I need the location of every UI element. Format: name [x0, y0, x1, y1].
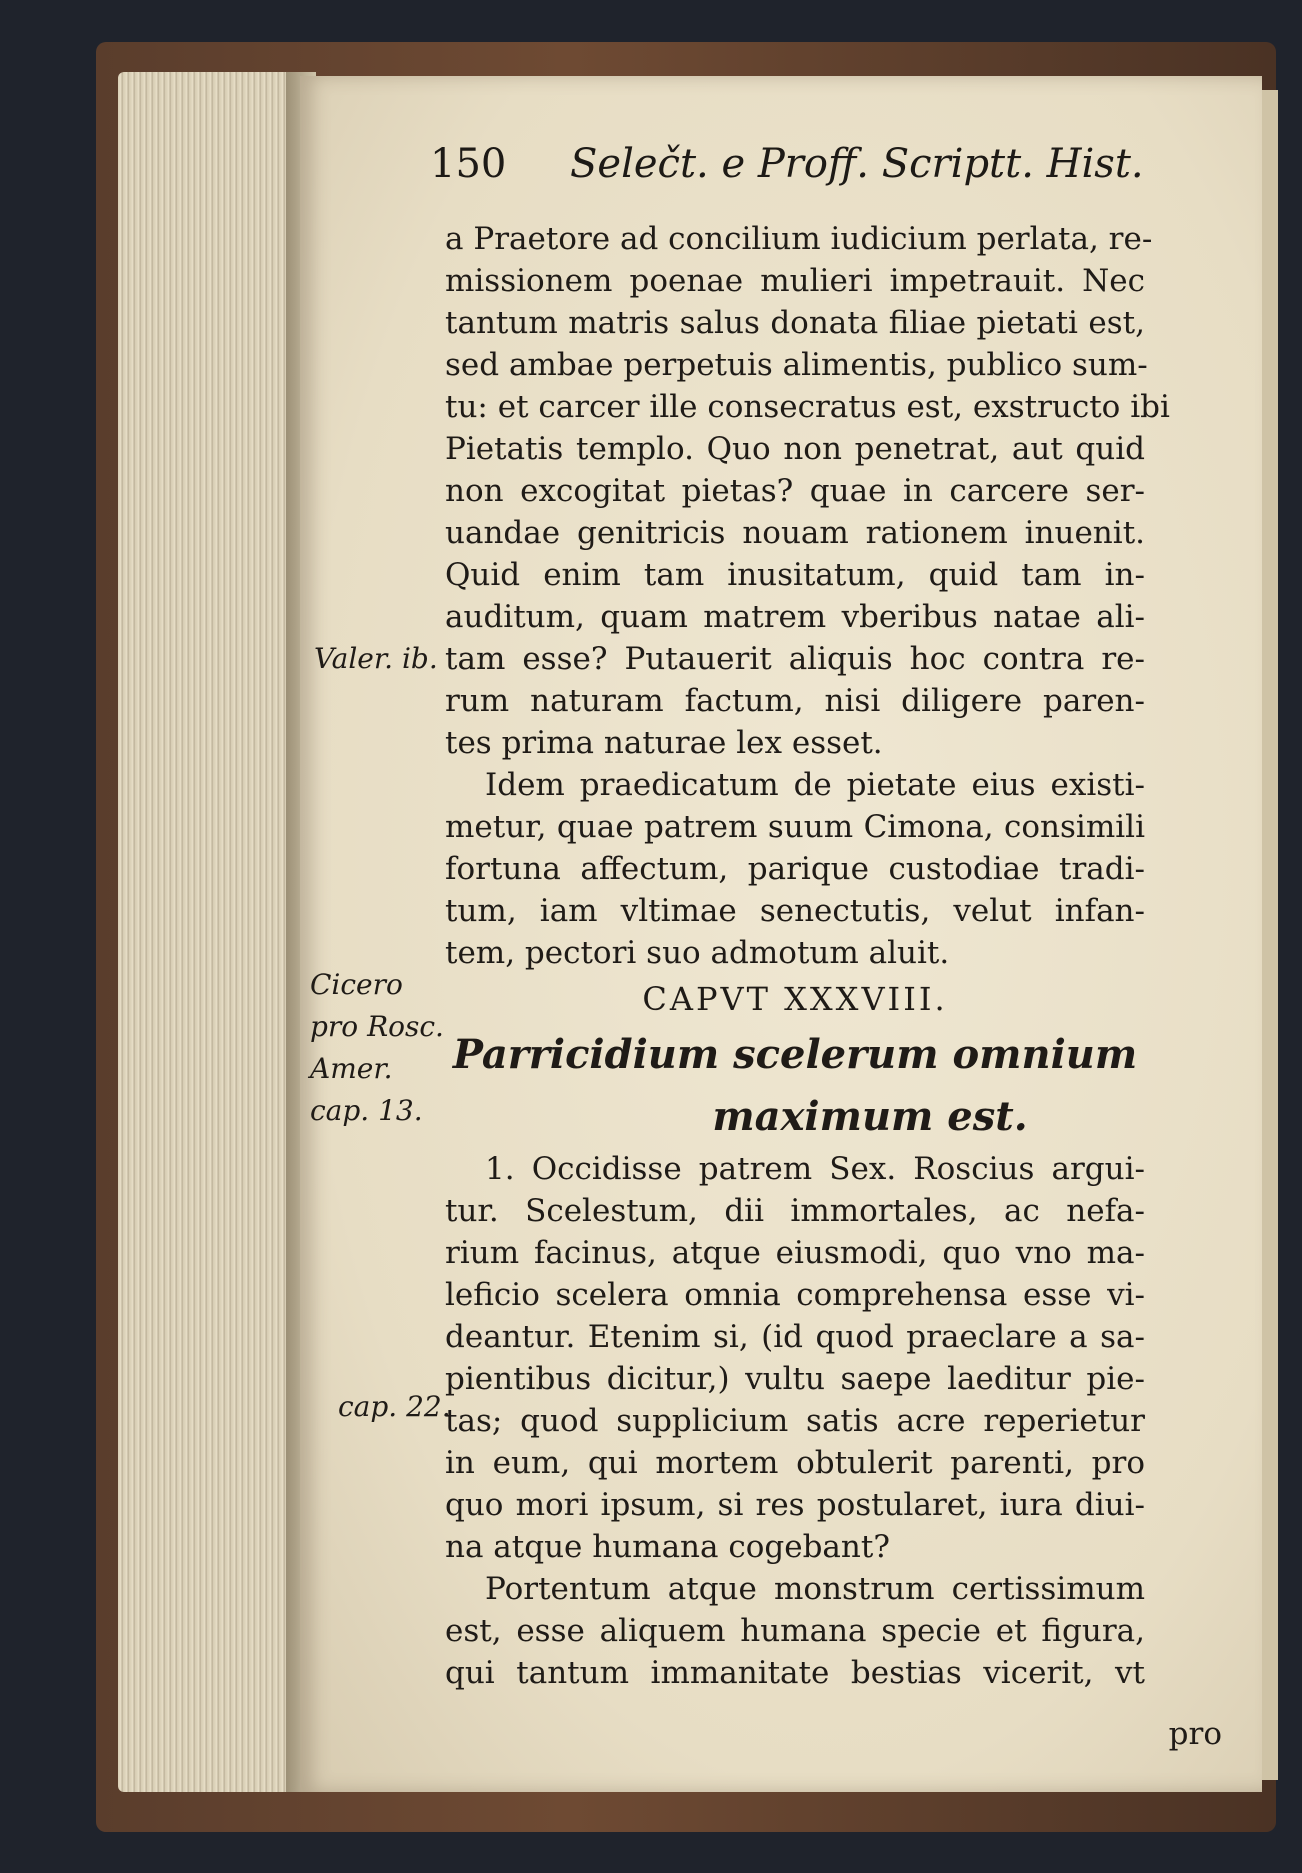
- text-line: pientibus dicitur,) vultu saepe laeditur pie-: [445, 1361, 1145, 1397]
- text-line: quo mori ipsum, si res postularet, iura diui-: [445, 1487, 1145, 1523]
- chapter-title-line-1: Parricidium scelerum omnium: [452, 1031, 1138, 1078]
- margin-note-cicero: [310, 964, 444, 1132]
- paragraph-2: [445, 764, 1145, 974]
- text-line: tu: et carcer ille consecratus est, exstructo ibi: [445, 389, 1170, 425]
- text-line: rum naturam factum, nisi diligere paren-: [445, 683, 1145, 719]
- page-header: [430, 141, 1222, 201]
- margin-line: Cicero: [310, 968, 403, 1001]
- chapter-title-line-2: maximum est.: [712, 1093, 1028, 1140]
- text-line: tum, iam vltimae senectutis, velut infan-: [445, 893, 1145, 929]
- facing-page-edge: [1262, 90, 1278, 1780]
- text-line: sed ambae perpetuis alimentis, publico sum-: [445, 347, 1148, 383]
- running-title: Selečt. e Proff. Scriptt. Hist.: [570, 141, 1144, 187]
- page-number: 150: [430, 141, 507, 187]
- text-line: tem, pectori suo admotum aluit.: [445, 935, 950, 971]
- catchword: pro: [1168, 1716, 1222, 1752]
- text-line: tur. Scelestum, dii immortales, ac nefa-: [445, 1193, 1145, 1229]
- paragraph-4: [445, 1568, 1145, 1694]
- page-edges: [118, 72, 303, 1792]
- paragraph-1: [445, 218, 1170, 764]
- text-line: est, esse aliquem humana specie et figura,: [445, 1613, 1145, 1649]
- text-line: Idem praedicatum de pietate eius existi-: [485, 767, 1145, 803]
- text-line: auditum, quam matrem vberibus natae ali-: [445, 599, 1145, 635]
- text-line: metur, quae patrem suum Cimona, consimili: [445, 809, 1145, 845]
- text-line: na atque humana cogebant?: [445, 1529, 890, 1565]
- margin-note-valer: Valer. ib.: [314, 642, 438, 675]
- text-line: tes prima naturae lex esset.: [445, 725, 883, 761]
- text-line: 1. Occidisse patrem Sex. Roscius argui-: [485, 1151, 1145, 1187]
- text-line: tas; quod supplicium satis acre reperietur: [445, 1403, 1145, 1439]
- chapter-heading: CAPVT XXXVIII.: [642, 980, 948, 1018]
- margin-line: cap. 13.: [310, 1094, 423, 1127]
- text-line: a Praetore ad concilium iudicium perlata, re-: [445, 221, 1153, 257]
- text-line: qui tantum immanitate bestias vicerit, vt: [445, 1655, 1145, 1691]
- margin-line: Amer.: [310, 1052, 393, 1085]
- text-line: leficio scelera omnia comprehensa esse vi-: [445, 1277, 1145, 1313]
- book-page: [300, 76, 1262, 1792]
- text-line: tam esse? Putauerit aliquis hoc contra re-: [445, 641, 1145, 677]
- text-line: Pietatis templo. Quo non penetrat, aut quid: [445, 431, 1145, 467]
- margin-note-cap22: cap. 22.: [338, 1390, 451, 1423]
- text-line: Portentum atque monstrum certissimum: [485, 1571, 1145, 1607]
- text-line: fortuna affectum, parique custodiae tradi-: [445, 851, 1145, 887]
- text-line: deantur. Etenim si, (id quod praeclare a sa-: [445, 1319, 1145, 1355]
- body-text: [445, 218, 1170, 1694]
- text-line: uandae genitricis nouam rationem inuenit.: [445, 515, 1145, 551]
- paragraph-3: [445, 1148, 1145, 1568]
- text-line: in eum, qui mortem obtulerit parenti, pro: [445, 1445, 1145, 1481]
- margin-line: pro Rosc.: [310, 1010, 444, 1043]
- text-line: non excogitat pietas? quae in carcere ser-: [445, 473, 1145, 509]
- text-line: tantum matris salus donata filiae pietati est,: [445, 305, 1145, 341]
- text-line: rium facinus, atque eiusmodi, quo vno ma-: [445, 1235, 1145, 1271]
- text-line: missionem poenae mulieri impetrauit. Nec: [445, 263, 1145, 299]
- text-line: Quid enim tam inusitatum, quid tam in-: [445, 557, 1145, 593]
